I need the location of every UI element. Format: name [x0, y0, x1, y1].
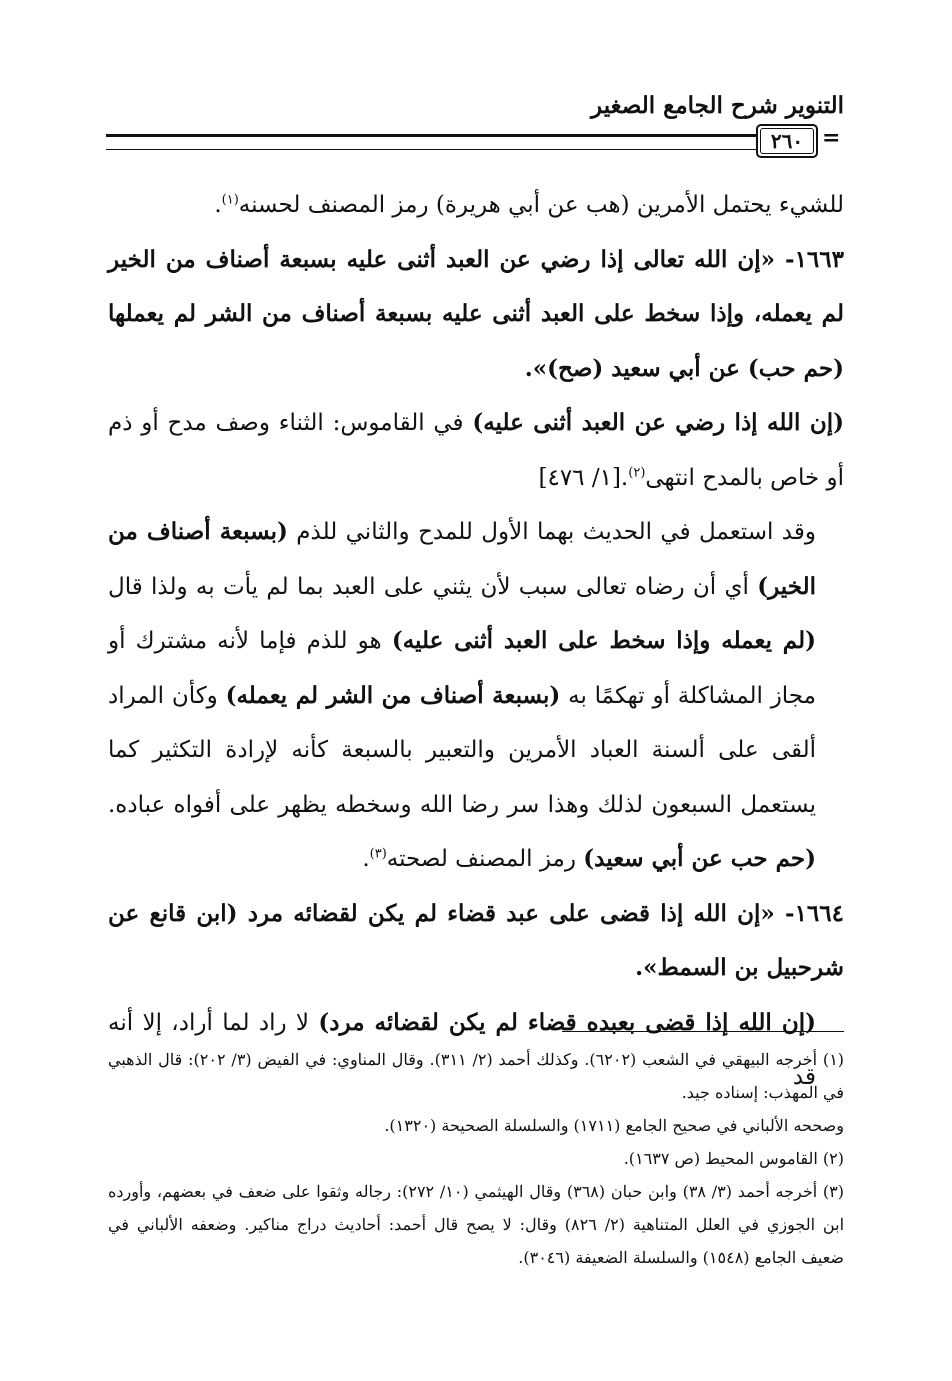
paragraph-text: هو للذم فإما لأنه مشترك أو مجاز المشاكلة أو تهكمًا به	[108, 628, 816, 709]
footnote-1-continued: وصححه الألباني في صحيح الجامع (١٧١١) والسلسلة الصحيحة (١٣٢٠).	[384, 1116, 844, 1135]
paragraph-text: وكأن المراد ألقى على ألسنة العباد الأمرين والتعبير بالسبعة كأنه لإرادة التكثير كما يستعمل السبعون لذلك وهذا سر رضا الله وسخطه يظهر على أفواه عباده.	[108, 682, 816, 818]
paragraph-continuation	[108, 178, 844, 233]
commentary-1663-b	[108, 505, 844, 887]
main-text	[108, 178, 844, 1105]
footnote-separator	[562, 1031, 844, 1032]
page-number-text: ٢٦٠	[770, 129, 804, 153]
header-mark: =	[822, 125, 841, 151]
footnote-3: (٣) أخرجه أحمد (٣/ ٣٨) وابن حبان (٣٦٨) وقال الهيثمي (١٠/ ٢٧٢): رجاله وثقوا على ضعف في بعضهم، وأورده ابن الجوزي في العلل المتناهية (٢/ ٨٢٦) وقال: لا يصح قال أحمد: أحاديث دراج مناكير. وضعفه الألباني في ضعيف الجامع (١٥٤٨) والسلسلة الضعيفة (٣٠٤٦).	[108, 1182, 845, 1267]
page-number	[756, 124, 818, 158]
footnote-2: (٢) القاموس المحيط (ص ١٦٣٧).	[623, 1149, 844, 1168]
paragraph-text: وقد استعمل في الحديث بهما الأول للمدح والثاني للذم	[287, 519, 816, 545]
paragraph-text: في القاموس: الثناء وصف مدح أو ذم أو خاص بالمدح انتهى	[108, 410, 844, 491]
paragraph-end: .	[214, 192, 222, 218]
footnote-ref: (١)	[221, 192, 239, 208]
footnote-1: (١) أخرجه البيهقي في الشعب (٦٢٠٢). وكذلك أحمد (٢/ ٣١١). وقال المناوي: في الفيض (٣/ ٢٠٢): قال الذهبي في المهذب: إسناده جيد.	[108, 1050, 845, 1102]
hadith-1664: ١٦٦٤- «إن الله إذا قضى على عبد قضاء لم يكن لقضائه مرد (ابن قانع عن شرحبيل بن السمط».	[108, 899, 844, 981]
paragraph-end: .[١/ ٤٧٦]	[538, 464, 629, 491]
paragraph-text: للشيء يحتمل الأمرين (هب عن أبي هريرة) رمز المصنف لحسنه	[238, 192, 844, 218]
hadith-1663: ١٦٦٣- «إن الله تعالى إذا رضي عن العبد أثنى عليه بسبعة أصناف من الخير لم يعمله، وإذا سخط على العبد أثنى عليه بسبعة أصناف من الشر لم يعملها (حم حب) عن أبي سعيد (صح)».	[108, 245, 844, 382]
quoted-matn: (إن الله إذا قضى بعبده قضاء لم يكن لقضائه مرد)	[318, 1008, 817, 1036]
quoted-matn: (لم يعمله وإذا سخط على العبد أثنى عليه)	[391, 627, 816, 654]
footnote-ref: (٣)	[369, 846, 387, 862]
footnotes	[108, 1043, 844, 1274]
paragraph-text: لا راد لما أراد، إلا أنه قد	[108, 1009, 816, 1090]
quoted-matn: (بسبعة أصناف من الخير)	[108, 518, 816, 600]
quoted-matn: (حم حب عن أبي سعيد)	[583, 845, 816, 872]
running-title: التنوير شرح الجامع الصغير	[591, 92, 844, 119]
paragraph-text: أي أن رضاه تعالى سبب لأن يثني على العبد بما لم يأت به ولذا قال	[108, 573, 758, 600]
header-rule	[106, 134, 756, 150]
quoted-matn: (بسبعة أصناف من الشر لم يعمله)	[225, 681, 561, 709]
paragraph-text: رمز المصنف لصحته	[386, 846, 584, 872]
paragraph-end: .	[362, 846, 370, 872]
commentary-1663-a	[108, 396, 844, 505]
footnote-ref: (٢)	[628, 464, 646, 480]
quoted-matn: (إن الله إذا رضي عن العبد أثنى عليه)	[472, 409, 844, 436]
